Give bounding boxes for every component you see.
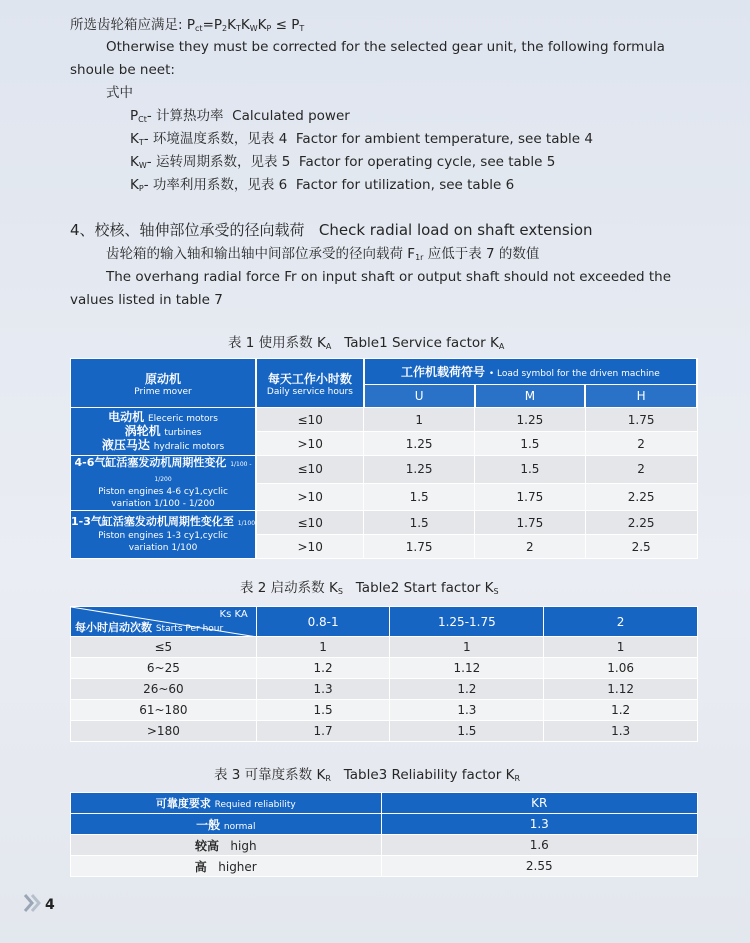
def-pct: $P_{Ct}-$ 计算热功率 Calculated power <box>130 108 350 124</box>
hours-cell: ≤10 <box>256 456 364 484</box>
diagonal-divider <box>71 607 257 637</box>
reliability-normal: 一般 normal <box>71 814 382 835</box>
value-cell: 1 <box>364 408 475 432</box>
def-kw: $K_W-$ 运转周期系数，见表 5 Factor for operating cycle, see table 5 <box>130 154 556 170</box>
kr-higher: 2.55 <box>381 856 697 877</box>
table3-caption: 表 3 可靠度系数 $K_R$ Table3 Reliability factor $K_R$ <box>214 767 521 783</box>
intro-line-2: Otherwise they must be corrected for the selected gear unit, the following formula <box>106 39 665 55</box>
value-cell: 2.25 <box>585 511 697 535</box>
value-cell: 1.5 <box>256 700 390 721</box>
value-cell: 2 <box>475 535 586 559</box>
value-cell: 1.5 <box>364 511 475 535</box>
hours-cell: ≤10 <box>256 511 364 535</box>
value-cell: 1.75 <box>475 483 586 511</box>
header-prime-mover: 原动机 Prime mover <box>71 359 257 408</box>
section-4-p3: values listed in table 7 <box>70 292 223 308</box>
value-cell: 1.3 <box>544 721 698 742</box>
col-ka-0: 0.8-1 <box>256 607 390 637</box>
value-cell: 1.25 <box>364 456 475 484</box>
header-reliability: 可靠度要求 Requied reliability <box>71 793 382 814</box>
col-ka-1: 1.25-1.75 <box>390 607 544 637</box>
value-cell: 1.06 <box>544 658 698 679</box>
section-4-p2: The overhang radial force Fr on input shaft or output shaft should not exceeded the <box>106 269 672 285</box>
reliability-higher: 高 higher <box>71 856 382 877</box>
starts-cell: >180 <box>71 721 257 742</box>
hours-cell: >10 <box>256 483 364 511</box>
service-factor-table <box>70 358 698 559</box>
hours-cell: ≤10 <box>256 408 364 432</box>
value-cell: 1.75 <box>475 511 586 535</box>
value-cell: 2.25 <box>585 483 697 511</box>
value-cell: 1.12 <box>544 679 698 700</box>
header-load-symbol: 工作机载荷符号 • Load symbol for the driven machine <box>364 359 697 385</box>
group-piston-4-6: 4-6气缸活塞发动机周期性变化 1/100 - 1/200 Piston engines 4-6 cy1,cyclic variation 1/100 - 1/200 <box>71 456 257 511</box>
header-daily-hours: 每天工作小时数 Daily service hours <box>256 359 364 408</box>
value-cell: 1.25 <box>364 432 475 456</box>
start-factor-table <box>70 606 698 742</box>
where-label: 式中 <box>106 85 133 101</box>
table1-caption: 表 1 使用系数 $K_A$ Table1 Service factor $K_A$ <box>228 335 505 351</box>
value-cell: 1.5 <box>475 456 586 484</box>
group-electric-motors: 电动机 Eleceric motors 涡轮机 turbines 液压马达 hydralic motors <box>71 408 257 456</box>
kr-high: 1.6 <box>381 835 697 856</box>
value-cell: 1.5 <box>364 483 475 511</box>
header-kr: KR <box>381 793 697 814</box>
col-m: M <box>475 385 586 408</box>
def-kp: $K_P-$ 功率利用系数，见表 6 Factor for utilization, see table 6 <box>130 177 515 193</box>
value-cell: 1.3 <box>390 700 544 721</box>
value-cell: 1.5 <box>475 432 586 456</box>
chevron-right-icon <box>22 892 44 914</box>
value-cell: 2 <box>585 456 697 484</box>
intro-line-1: 所选齿轮箱应满足: $P_{ct}=P_2K_TK_WK_P \le P_T$ <box>70 17 305 33</box>
value-cell: 1.2 <box>544 700 698 721</box>
value-cell: 1.25 <box>475 408 586 432</box>
intro-line-3: shoule be neet: <box>70 62 175 78</box>
value-cell: 1.75 <box>585 408 697 432</box>
value-cell: 1.2 <box>256 658 390 679</box>
reliability-factor-table <box>70 792 698 877</box>
value-cell: 1 <box>544 637 698 658</box>
hours-cell: >10 <box>256 535 364 559</box>
section-4-heading: 4、校核、轴伸部位承受的径向载荷 Check radial load on shaft extension <box>70 221 593 239</box>
col-u: U <box>364 385 475 408</box>
reliability-high: 较高 high <box>71 835 382 856</box>
value-cell: 2 <box>585 432 697 456</box>
value-cell: 1.5 <box>390 721 544 742</box>
def-kt: $K_T-$ 环境温度系数，见表 4 Factor for ambient temperature, see table 4 <box>130 131 593 147</box>
page-number: 4 <box>45 897 55 913</box>
value-cell: 1.2 <box>390 679 544 700</box>
value-cell: 1 <box>390 637 544 658</box>
col-h: H <box>585 385 697 408</box>
table2-caption: 表 2 启动系数 $K_S$ Table2 Start factor $K_S$ <box>240 580 499 596</box>
starts-cell: 6~25 <box>71 658 257 679</box>
starts-cell: ≤5 <box>71 637 257 658</box>
kr-normal: 1.3 <box>381 814 697 835</box>
value-cell: 1.75 <box>364 535 475 559</box>
value-cell: 1 <box>256 637 390 658</box>
value-cell: 1.3 <box>256 679 390 700</box>
group-piston-1-3: 1-3气缸活塞发动机周期性变化至 1/100 Piston engines 1-3 cy1,cyclic variation 1/100 <box>71 511 257 559</box>
hours-cell: >10 <box>256 432 364 456</box>
starts-cell: 61~180 <box>71 700 257 721</box>
value-cell: 1.12 <box>390 658 544 679</box>
value-cell: 2.5 <box>585 535 697 559</box>
section-4-p1: 齿轮箱的输入轴和输出轴中间部位承受的径向载荷 $F_{1r}$ 应低于表 7 的数值 <box>106 246 540 262</box>
col-ka-2: 2 <box>544 607 698 637</box>
header-starts-per-hour: Ks KA 每小时启动次数 Starts Per hour <box>71 607 257 637</box>
value-cell: 1.7 <box>256 721 390 742</box>
starts-cell: 26~60 <box>71 679 257 700</box>
